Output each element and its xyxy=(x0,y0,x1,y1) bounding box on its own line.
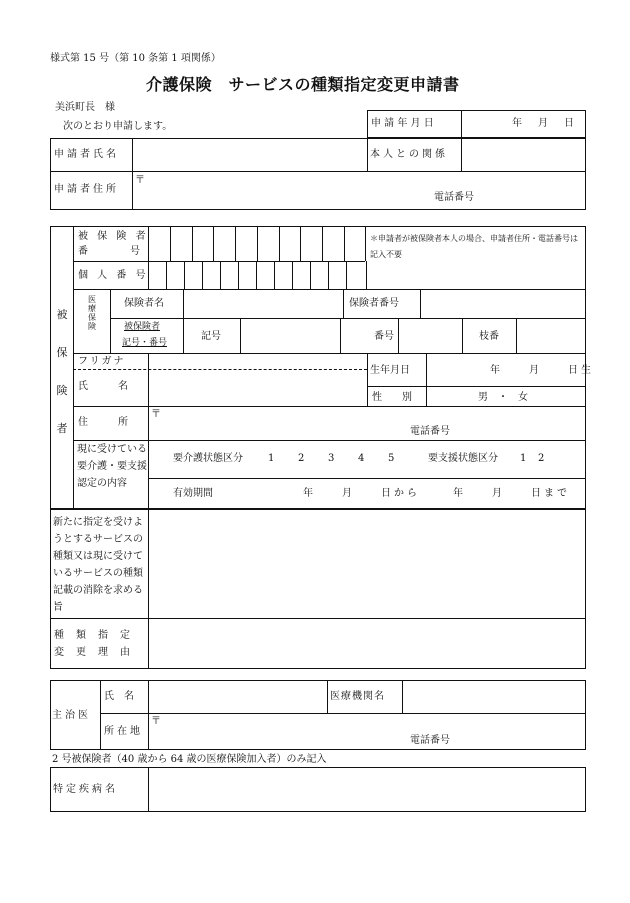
service-request-field[interactable] xyxy=(150,511,584,616)
physician-name-field[interactable] xyxy=(150,682,325,711)
care-class-label: 要介護状態区分 xyxy=(173,453,243,464)
birth-label: 生年月日 xyxy=(370,365,410,376)
physician-section-label: 主治医 xyxy=(52,710,91,721)
care-level-label: 現に受けている要介護・要支援認定の内容 xyxy=(77,444,147,489)
form-number: 様式第 15 号（第 10 条第 1 項関係） xyxy=(50,53,221,64)
insured-name-field[interactable] xyxy=(150,371,365,404)
page-title: 介護保険 サービスの種類指定変更申請書 xyxy=(146,75,460,94)
physician-address-field[interactable] xyxy=(163,715,584,748)
addressee: 美浜町長 様 xyxy=(55,102,115,113)
application-date-field[interactable]: 年 月 日 xyxy=(512,118,577,129)
number-field[interactable] xyxy=(400,320,460,352)
physician-address-label: 所在地 xyxy=(104,726,143,737)
second-insured-note: 2 号被保険者（40 歳から 64 歳の医療保険加入者）のみ記入 xyxy=(52,754,327,765)
insurer-number-field[interactable] xyxy=(422,291,584,317)
symbol-label: 記号 xyxy=(201,331,221,342)
applicant-postal-mark: 〒 xyxy=(135,175,145,186)
insured-postal-mark: 〒 xyxy=(151,409,161,420)
relation-label: 本人との関係 xyxy=(370,149,448,160)
applicant-phone-label: 電話番号 xyxy=(434,192,474,203)
physician-postal-mark: 〒 xyxy=(151,716,161,727)
institution-field[interactable] xyxy=(404,682,584,711)
symbol-number-label-2: 記号・番号 xyxy=(122,338,168,348)
medical-insurance-label: 医療保険 xyxy=(88,295,96,331)
care-class-option[interactable]: 2 xyxy=(298,453,305,464)
valid-from-field[interactable]: 年 月 日から xyxy=(303,488,420,499)
application-date-label: 申 請 年 月 日 xyxy=(371,118,434,129)
insurer-name-field[interactable] xyxy=(185,291,341,317)
institution-label: 医療機関名 xyxy=(330,691,385,702)
insured-phone-label: 電話番号 xyxy=(410,426,450,437)
insured-name-label: 氏 名 xyxy=(78,381,128,392)
insured-address-field[interactable] xyxy=(163,408,584,438)
furigana-field[interactable] xyxy=(150,355,365,368)
furigana-label: フリガナ xyxy=(78,356,126,367)
care-class-option[interactable]: 1 xyxy=(268,453,275,464)
symbol-number-label-1: 被保険者 xyxy=(124,322,161,332)
intro-text: 次のとおり申請します。 xyxy=(63,121,173,132)
physician-name-label: 氏 名 xyxy=(104,691,134,702)
disease-label: 特定疾病名 xyxy=(53,784,118,795)
care-class-option[interactable]: 5 xyxy=(388,453,395,464)
support-class-option[interactable]: 1 xyxy=(520,453,527,464)
insured-number-label-1: 被 保 険 者 xyxy=(78,231,149,242)
birth-field[interactable]: 年 月 日生 xyxy=(490,365,594,376)
number-label: 番号 xyxy=(374,331,394,342)
reason-label-1: 種 類 指 定 xyxy=(54,630,131,641)
support-class-option[interactable]: 2 xyxy=(538,453,545,464)
sex-label: 性 別 xyxy=(372,392,412,403)
sex-field[interactable]: 男 ・ 女 xyxy=(478,392,528,403)
care-class-option[interactable]: 3 xyxy=(328,453,335,464)
care-class-option[interactable]: 4 xyxy=(358,453,365,464)
insured-section-label: 被保険者 xyxy=(56,308,68,435)
branch-field[interactable] xyxy=(518,320,584,352)
reason-label-2: 変 更 理 由 xyxy=(54,647,131,658)
applicant-name-field[interactable] xyxy=(134,140,365,170)
insured-address-label: 住 所 xyxy=(78,417,128,428)
insured-note: ＊申請者が被保険者本人の場合、申請者住所・電話番号は記入不要 xyxy=(370,234,578,259)
relation-field[interactable] xyxy=(463,140,584,170)
symbol-field[interactable] xyxy=(242,320,338,352)
disease-field[interactable] xyxy=(150,769,584,810)
applicant-address-field[interactable] xyxy=(148,173,584,208)
applicant-address-label: 申請者住所 xyxy=(54,184,119,195)
service-request-label: 新たに指定を受けようとするサービスの種類又は現に受けているサービスの種類記載の消除を求める旨 xyxy=(53,517,143,613)
insurer-name-label: 保険者名 xyxy=(124,298,164,309)
applicant-name-label: 申請者氏名 xyxy=(54,149,119,160)
branch-label: 枝番 xyxy=(479,331,499,342)
support-class-label: 要支援状態区分 xyxy=(428,453,498,464)
valid-to-field[interactable]: 年 月 日まで xyxy=(453,488,570,499)
physician-phone-label: 電話番号 xyxy=(410,735,450,746)
reason-field[interactable] xyxy=(150,620,584,667)
insurer-number-label: 保険者番号 xyxy=(349,298,399,309)
valid-period-label: 有効期間 xyxy=(173,488,213,499)
insured-number-label-2: 番 号 xyxy=(78,246,143,257)
personal-number-label: 個 人 番 号 xyxy=(78,270,149,281)
